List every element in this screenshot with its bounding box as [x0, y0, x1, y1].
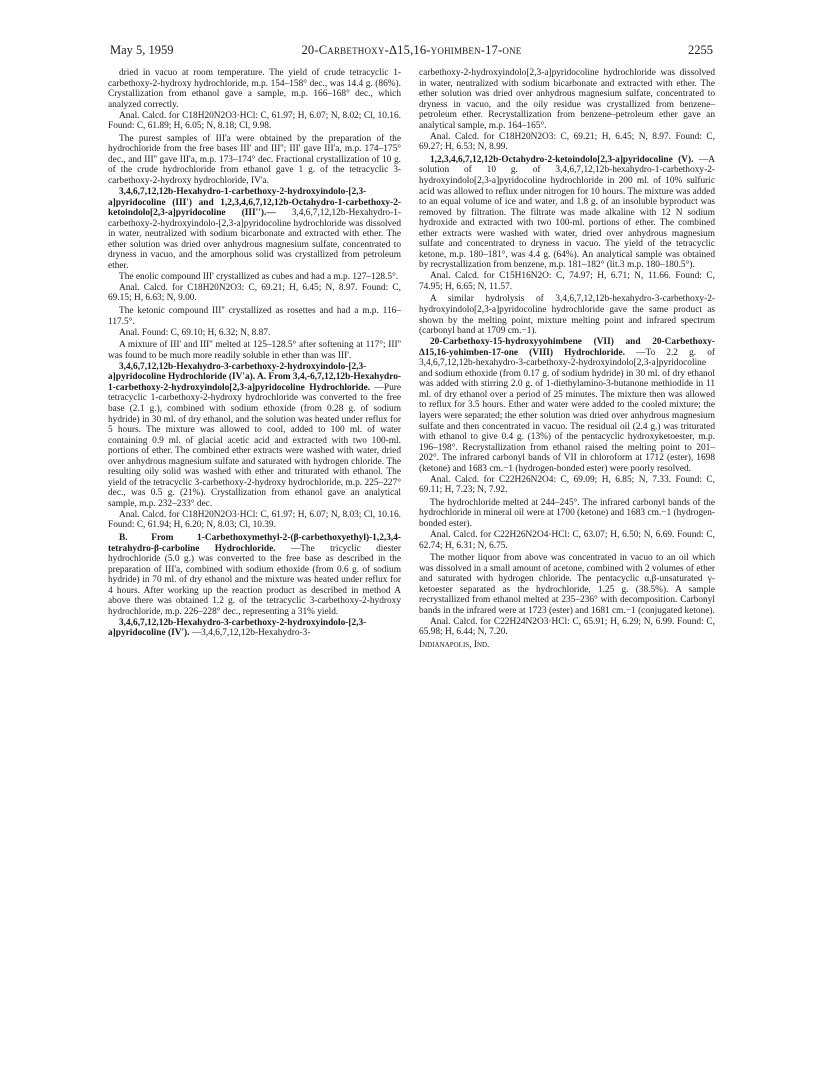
section-paragraph — [108, 362, 401, 510]
body-paragraph: The purest samples of III'a were obtained by the preparation of the hydrochloride from the free bases III' and III''; III' gave III'a, m.p. 174–175° dec., and III'' gave III'a, m.p. 173–174° dec. Fractional crystallization of 10 g. of the crude hydrochloride from ethanol gave 1 g. of the tetracyclic 3-carbethoxy-2-hydroxy hydrochloride, IV'a. — [108, 133, 401, 186]
section-heading: 1,2,3,4,6,7,12,12b-Octahydro-2-ketoindolo[2,3-a]pyridocoline (V). — [430, 154, 694, 165]
page-number: 2255 — [688, 43, 713, 57]
section-body: —Pure tetracyclic 1-carbethoxy-2-hydroxy hydrochloride was converted to the free base (2.1 g.), combined with sodium ethoxide (from 0.28 g. of sodium hydride) in 30 ml. of dry ethanol, and the solution was heated under reflux for 5 hours. The mixture was allowed to cool, added to 100 ml. of water containing 0.9 ml. of glacial acetic acid and extracted with two 100-ml. portions of ether. The combined ether extracts were washed with water, dried over anhydrous magnesium sulfate and saturated with hydrogen chloride. The resulting oily solid was washed with ether and triturated with ethanol. The yield of the tetracyclic 3-carbethoxy-2-hydroxy hydrochloride, m.p. 225–227° dec., was 0.5 g. (21%). Crystallization from ethanol gave an analytical sample, m.p. 232–233° dec. — [108, 382, 402, 509]
body-paragraph: The ketonic compound III'' crystallized as rosettes and had a m.p. 116–117.5°. — [108, 306, 401, 327]
right-column — [419, 68, 715, 651]
body-paragraph: The hydrochloride melted at 244–245°. The infrared carbonyl bands of the hydrochloride in mineral oil were at 1700 (ketone) and 1683 cm.−1 (hydrogen-bonded ester). — [419, 497, 715, 529]
header-date: May 5, 1959 — [110, 43, 174, 57]
body-paragraph: A similar hydrolysis of 3,4,6,7,12,12b-hexahydro-3-carbethoxy-2-hydroxyindolo[2,3-a]pyridocoline hydrochloride gave the same product as shown by the melting point, mixture melting point and infrared spectrum (carbonyl band at 1709 cm.−1). — [419, 294, 715, 337]
analysis-line: Anal. Calcd. for C18H20N2O3: C, 69.21; H, 6.45; N, 8.97. Found: C, 69.15; H, 6.63; N, 9.00. — [108, 282, 401, 304]
body-paragraph: The mother liquor from above was concentrated in vacuo to an oil which was dissolved in a small amount of acetone, combined with 2 volumes of ether and saturated with hydrogen chloride. The pentacyclic α,β-unsaturated γ-ketoester separated as the hydrochloride, 1.25 g. (38.5%). A sample recrystallized from ethanol melted at 235–236° with decomposition. Carbonyl bands in the infrared were at 1723 (ester) and 1681 cm.−1 (conjugated ketone). — [419, 553, 715, 616]
analysis-line: Anal. Calcd. for C15H16N2O: C, 74.97; H, 6.71; N, 11.66. Found: C, 74.95; H, 6.65; N, 11.57. — [419, 271, 715, 292]
body-paragraph: A mixture of III' and III'' melted at 125–128.5° after softening at 117°; III'' was found to be much more readily soluble in ether than was III'. — [108, 340, 401, 361]
section-heading: B. From 1-Carbethoxymethyl-2-(β-carbethoxyethyl)-1,2,3,4-tetrahydro-β-carboline Hydrochloride. — [108, 533, 401, 554]
section-heading: 3,4,6,7,12,12b-Hexahydro-1-carbethoxy-2-hydroxyindolo-[2,3-a]pyridocoline (III') and 1,2,3,4,6,7,12,12b-Octahydro-1-carbethoxy-2-ketoindolo[2,3-a]pyridocoline (III'').— — [108, 187, 401, 219]
analysis-line: Anal. Calcd. for C18H20N2O3·HCl: C, 61.97; H, 6.07; N, 8.02; Cl, 10.16. Found: C, 61.89; H, 6.05; N, 8.18; Cl, 9.98. — [108, 110, 401, 132]
body-paragraph: The enolic compound III' crystallized as cubes and had a m.p. 127–128.5°. — [119, 271, 399, 282]
body-paragraph: carbethoxy-2-hydroxyindolo[2,3-a]pyridocoline hydrochloride was dissolved in water, neutralized with sodium bicarbonate and extracted with ether. The ether solution was dried over anhydrous magnesium sulfate, concentrated to dryness in vacuo, and the oily residue was crystallized from benzene–petroleum ether. Recrystallization from benzene–petroleum ether gave an analytical sample, m.p. 164–165°. — [419, 68, 715, 131]
analysis-line: Anal. Calcd. for C22H26N2O4: C, 69.09; H, 6.85; N, 7.33. Found: C, 69.11; H, 7.23; N, 7.92. — [419, 474, 715, 496]
affiliation-city: Indianapolis, Ind. — [419, 639, 490, 650]
section-heading: 3,4,6,7,12,12b-Hexahydro-3-carbethoxy-2-hydroxyindolo-[2,3-a]pyridocoline (IV'). — [108, 617, 367, 639]
section-body: —To 2.2 g. of 3,4,6,7,12,12b-hexahydro-3-carbethoxy-2-hydroxyindolo[2,3-a]pyridocoline and sodium ethoxide (from 0.17 g. of sodium hydride) in 30 ml. of dry ethanol was added with stirring 2.0 g. of 1-diethylamino-3-butanone methiodide in 11 ml. of dry ethanol over a period of 25 minutes. The mixture then was allowed to reflux for 3.5 hours. Ether and water were added to the cooled mixture; the layers were separated; the ether solution was dried over anhydrous magnesium sulfate and then concentrated in vacuo. The residual oil (2.4 g.) was triturated with ethanol to give 0.4 g. (13%) of the pentacyclic hydroxyketoester, m.p. 196–198°. Recrystallization from ethanol raised the melting point to 201–202°. The infrared carbonyl bands of VII in chloroform at 1712 (ester), 1698 (ketone) and 1683 cm.−1 (hydrogen-bonded ester) were poorly resolved. — [419, 347, 715, 474]
section-paragraph — [108, 187, 401, 271]
analysis-line: Anal. Calcd. for C22H24N2O3·HCl: C, 65.91; H, 6.29; N, 6.99. Found: C, 65.98; H, 6.44; N, 7.20. — [419, 616, 715, 638]
left-column — [108, 68, 401, 639]
section-paragraph — [108, 618, 401, 639]
section-body: —3,4,6,7,12,12b-Hexahydro-3- — [189, 628, 311, 639]
analysis-line: Anal. Calcd. for C22H26N2O4·HCl: C, 63.07; H, 6.50; N, 6.69. Found: C, 62.74; H, 6.31; N, 6.75. — [419, 530, 715, 551]
analysis-line: Anal. Calcd. for C18H20N2O3: C, 69.21; H, 6.45; N, 8.97. Found: C, 69.27; H, 6.53; N, 8.99. — [419, 131, 715, 153]
analysis-line: Anal. Calcd. for C18H20N2O3·HCl: C, 61.97; H, 6.07; N, 8.03; Cl, 10.16. Found: C, 61.94; H, 6.20; N, 8.03; Cl, 10.39. — [108, 509, 401, 531]
section-paragraph — [419, 337, 715, 474]
analysis-line: Anal. Found: C, 69.10; H, 6.32; N, 8.87. — [119, 327, 271, 338]
body-paragraph: dried in vacuo at room temperature. The yield of crude tetracyclic 1-carbethoxy-2-hydroxy hydrochloride, m.p. 154–158° dec., was 14.4 g. (86%). Crystallization from ethanol gave a sample, m.p. 166–168° dec., which analyzed correctly. — [108, 68, 401, 110]
section-paragraph — [419, 155, 715, 271]
section-body: —The tricyclic diester hydrochloride (5.0 g.) was converted to the free base as described in the preparation of III'a, combined with sodium ethoxide (from 0.6 g. of sodium hydride) in 70 ml. of dry ethanol and the mixture was heated under reflux for 4 hours. After working up the reaction product as described in method A above there was obtained 1.2 g. of the tetracyclic 3-carbethoxy-2-hydroxy hydrochloride, m.p. 226–228° dec., representing a 31% yield. — [108, 543, 401, 617]
section-heading: 3,4,6,7,12,12b-Hexahydro-3-carbethoxy-2-hydroxyindolo-[2,3-a]pyridocoline Hydrochloride (IV'a). A. From 3,4,-6,7,12,12b-Hexahydro-1-carbethoxy-2-hydroxyindolo[2,3-a]pyridocoline Hydrochloride. — [108, 361, 401, 393]
section-heading: 20-Carbethoxy-15-hydroxyyohimbene (VII) and 20-Carbethoxy-Δ15,16-yohimben-17-one (VIII) Hydrochloride. — [419, 337, 715, 358]
section-body: —A solution of 10 g. of 3,4,6,7,12,12b-hexahydro-1-carbethoxy-2-hydroxyindolo[2,3-a]pyridocoline hydrochloride in 200 ml. of 10% sulfuric acid was allowed to reflux under nitrogen for 10 hours. The mixture was added to an equal volume of ice and water, and 1.8 g. of an insoluble byproduct was removed by filtration. The filtrate was made alkaline with 12 N sodium hydroxide and extracted with two 100-ml. portions of ether. The combined ether extracts were washed with water, dried over anhydrous magnesium sulfate and concentrated to dryness in vacuo. The yield of the tetracyclic ketone, m.p. 180–181°, was 4.4 g. (64%). An analytical sample was obtained by recrystallization from benzene, m.p. 181–182° (lit.3 m.p. 180–180.5°). — [419, 154, 715, 271]
section-paragraph — [108, 533, 401, 617]
section-body: 3,4,6,7,12,12b-Hexahydro-1-carbethoxy-2-hydroxyindolo-[2,3-a]pyridocoline hydrochloride was dissolved in water, neutralized with sodium bicarbonate and extracted with ether. The ether solution was dried over anhydrous magnesium sulfate, concentrated to dryness in vacuo, and the amorphous solid was crystallized from petroleum ether. — [108, 208, 401, 271]
header-title: 20-Carbethoxy-Δ15,16-yohimben-17-one — [301, 43, 522, 57]
